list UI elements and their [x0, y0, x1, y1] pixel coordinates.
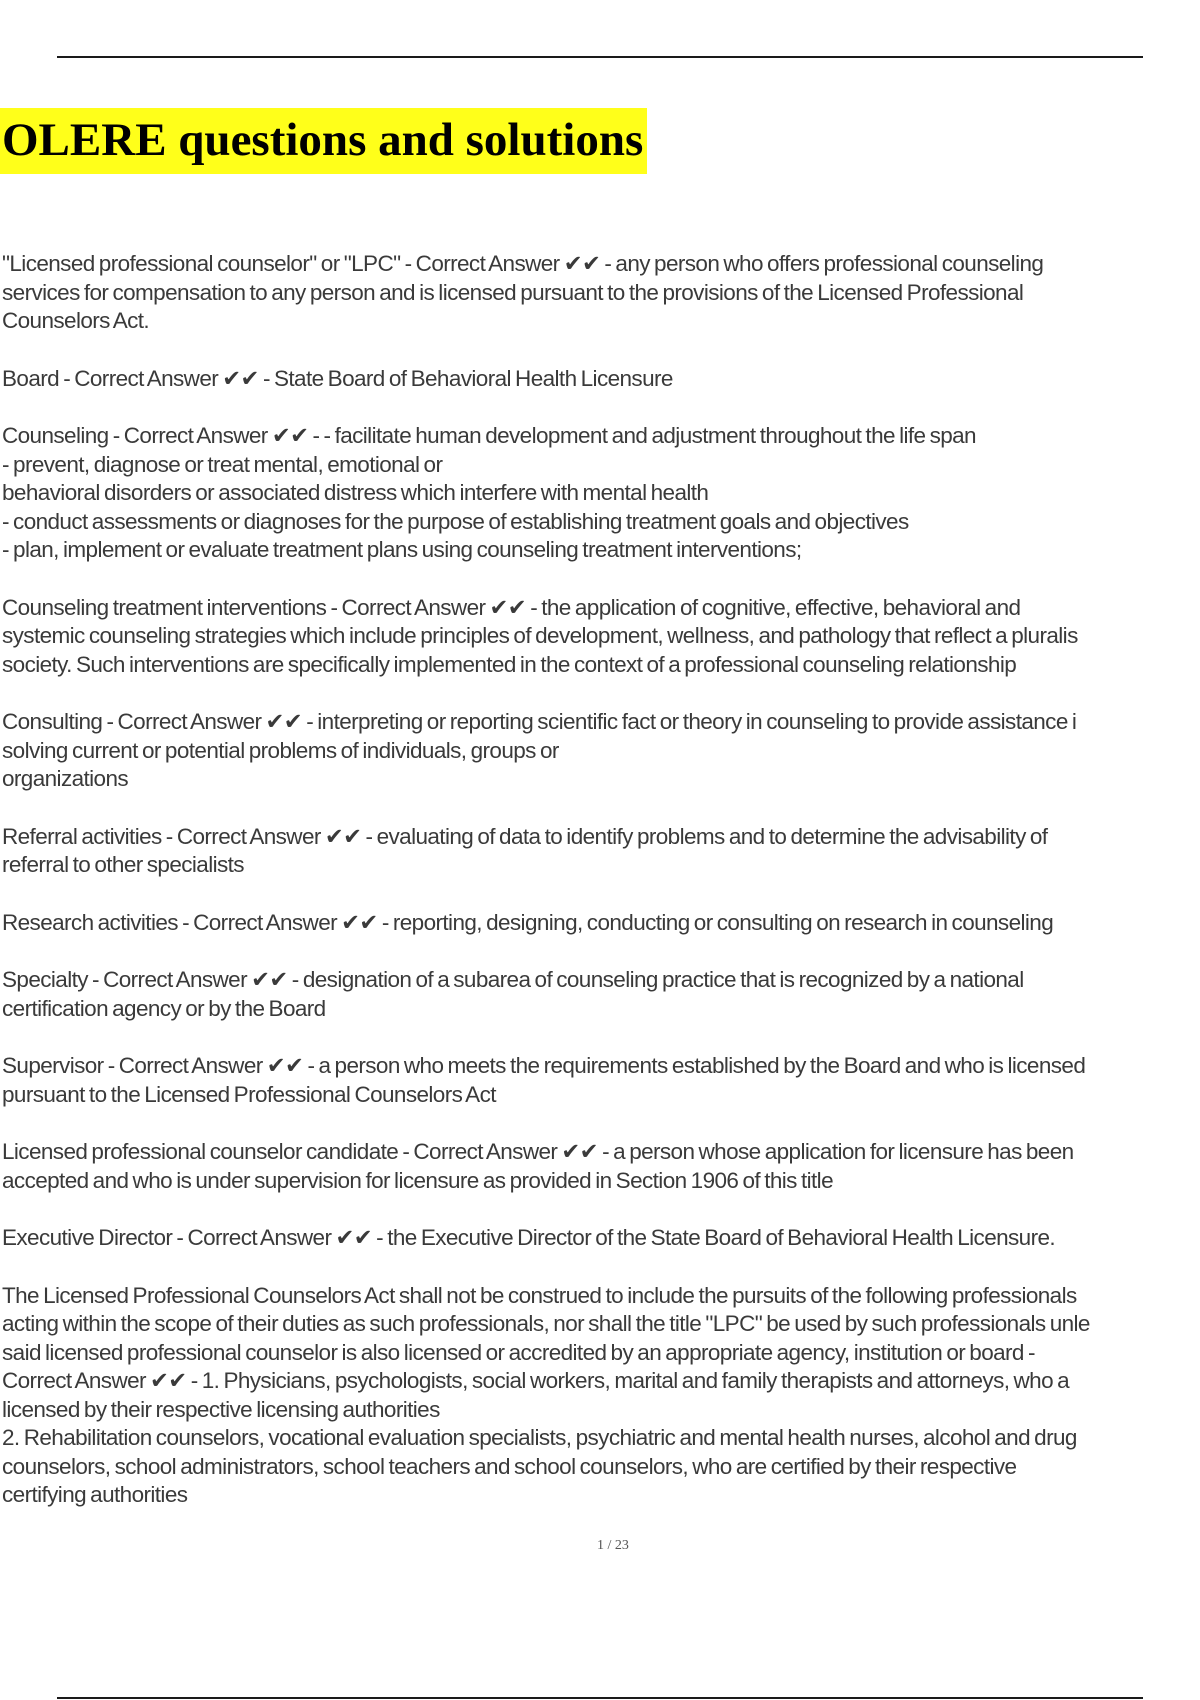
entry-line: Supervisor - Correct Answer ✔✔ - a person who meets the requirements established by the Board and who is licensed: [2, 1053, 1086, 1078]
entry-line: - conduct assessments or diagnoses for the purpose of establishing treatment goals and objectives: [2, 508, 909, 534]
entry-line: systemic counseling strategies which include principles of development, wellness, and pathology that reflect a pluralis: [2, 623, 1078, 648]
entry-line: organizations: [2, 766, 129, 791]
qa-entry: [2, 422, 1200, 565]
page-number: 1 / 23: [597, 1538, 629, 1553]
entry-line: "Licensed professional counselor" or "LPC" - Correct Answer ✔✔ - any person who offers professional counseling: [2, 251, 1044, 276]
entry-line: said licensed professional counselor is also licensed or accredited by an appropriate agency, institution or board -: [2, 1339, 1035, 1365]
qa-entry: [2, 1052, 1200, 1109]
top-rule: [57, 56, 1143, 58]
entry-line: Specialty - Correct Answer ✔✔ - designation of a subarea of counseling practice that is recognized by a national: [2, 967, 1024, 992]
qa-entry: [2, 966, 1200, 1023]
entry-line: Counseling - Correct Answer ✔✔ - - facilitate human development and adjustment throughout the life span: [2, 423, 976, 448]
entry-line: certification agency or by the Board: [2, 995, 326, 1021]
qa-entry: [2, 909, 1200, 938]
qa-entry: [2, 823, 1200, 880]
entry-line: Correct Answer ✔✔ - 1. Physicians, psychologists, social workers, marital and family therapists and attorneys, who a: [2, 1368, 1070, 1393]
entry-line: - prevent, diagnose or treat mental, emotional or: [2, 451, 443, 477]
entry-line: Research activities - Correct Answer ✔✔ - reporting, designing, conducting or consulting on research in counseling: [2, 909, 1054, 935]
entry-line: acting within the scope of their duties as such professionals, nor shall the title "LPC" be used by such professionals unle: [2, 1311, 1090, 1336]
entry-line: The Licensed Professional Counselors Act shall not be construed to include the pursuits of the following professionals: [2, 1282, 1077, 1308]
entry-line: referral to other specialists: [2, 852, 244, 877]
entry-line: Counseling treatment interventions - Correct Answer ✔✔ - the application of cognitive, effective, behavioral and: [2, 594, 1021, 620]
document-title: OLERE questions and solutions: [2, 114, 644, 166]
entry-line: licensed by their respective licensing authorities: [2, 1396, 440, 1422]
entry-line: Consulting - Correct Answer ✔✔ - interpreting or reporting scientific fact or theory in counseling to provide assistance i: [2, 709, 1077, 734]
qa-entry: [2, 365, 1200, 394]
entry-line: Board - Correct Answer ✔✔ - State Board of Behavioral Health Licensure: [2, 365, 673, 391]
entry-line: accepted and who is under supervision for licensure as provided in Section 1906 of this title: [2, 1167, 833, 1193]
entry-line: services for compensation to any person and is licensed pursuant to the provisions of the Licensed Professional: [2, 279, 1024, 305]
entry-line: Licensed professional counselor candidate - Correct Answer ✔✔ - a person whose application for licensure has been: [2, 1139, 1074, 1164]
entry-line: solving current or potential problems of individuals, groups or: [2, 737, 559, 763]
bottom-rule: [57, 1697, 1143, 1699]
qa-entry: [2, 250, 1200, 336]
qa-entry: [2, 1224, 1200, 1253]
qa-entry: [2, 594, 1200, 680]
entry-line: Executive Director - Correct Answer ✔✔ - the Executive Director of the State Board of Behavioral Health Licensure.: [2, 1225, 1056, 1250]
entry-line: pursuant to the Licensed Professional Counselors Act: [2, 1081, 496, 1107]
title-highlight: [0, 108, 647, 174]
entry-line: counselors, school administrators, school teachers and school counselors, who are certified by their respective: [2, 1453, 1017, 1479]
entry-line: certifying authorities: [2, 1482, 188, 1507]
entry-line: society. Such interventions are specifically implemented in the context of a professional counseling relationship: [2, 651, 1017, 677]
entry-line: 2. Rehabilitation counselors, vocational evaluation specialists, psychiatric and mental health nurses, alcohol and drug: [2, 1425, 1077, 1450]
entry-line: - plan, implement or evaluate treatment plans using counseling treatment interventions;: [2, 537, 802, 562]
entry-line: Referral activities - Correct Answer ✔✔ - evaluating of data to identify problems and to determine the advisability of: [2, 823, 1048, 849]
qa-entry: [2, 708, 1200, 794]
qa-entry: [2, 1138, 1200, 1195]
qa-entry: [2, 1282, 1200, 1510]
entry-line: Counselors Act.: [2, 308, 150, 333]
entry-line: behavioral disorders or associated distress which interfere with mental health: [2, 480, 709, 505]
document-body: [2, 250, 1200, 1539]
